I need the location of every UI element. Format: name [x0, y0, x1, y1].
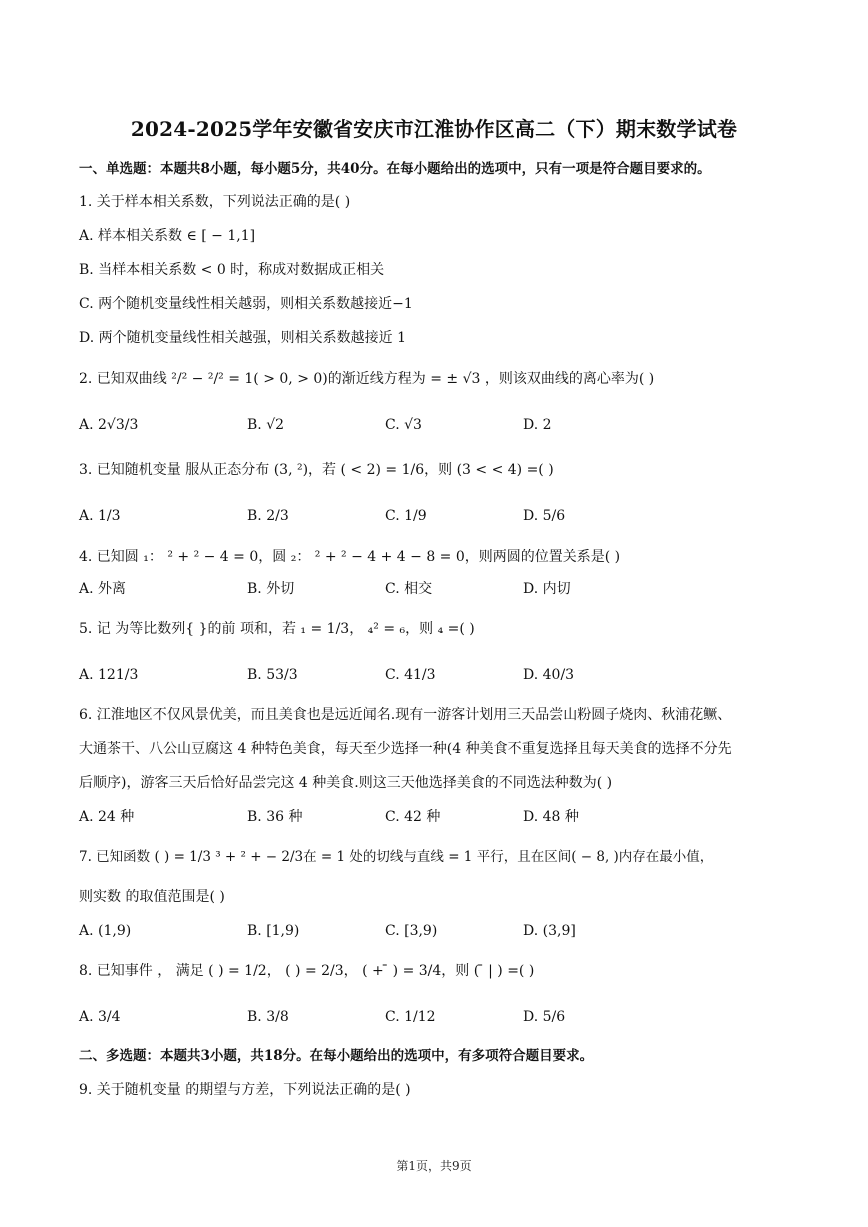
question-6-option-c: C. 42 种	[385, 809, 441, 825]
question-5-option-c: C. 41/3	[385, 667, 436, 683]
question-8-option-d: D. 5/6	[523, 1009, 566, 1025]
question-1-option-d: D. 两个随机变量线性相关越强，则相关系数越接近 1	[79, 330, 406, 346]
question-7-option-a: A. (1,9)	[79, 923, 132, 939]
question-2-options	[79, 416, 779, 446]
question-5-option-b: B. 53/3	[247, 667, 298, 683]
question-8-stem: 8. 已知事件 ， 满足 ( ) = 1/2， ( ) = 2/3， ( + ̄ ) = 3/4，则 ( ̄ | ) =( )	[79, 963, 535, 979]
question-7-options	[79, 922, 779, 952]
question-5-option-a: A. 121/3	[79, 667, 139, 683]
question-6-option-a: A. 24 种	[79, 809, 135, 825]
question-3-option-c: C. 1/9	[385, 508, 427, 524]
question-7-option-b: B. [1,9)	[247, 923, 300, 939]
page-footer: 第1页，共9页	[396, 1159, 472, 1173]
question-4-stem: 4. 已知圆 ₁： ² + ² − 4 = 0，圆 ₂： ² + ² − 4 + 4 − 8 = 0，则两圆的位置关系是( )	[79, 549, 621, 565]
question-6-option-d: D. 48 种	[523, 809, 579, 825]
question-3-option-b: B. 2/3	[247, 508, 289, 524]
question-5-options	[79, 666, 779, 696]
question-3-option-a: A. 1/3	[79, 508, 121, 524]
question-4-option-d: D. 内切	[523, 581, 571, 597]
question-6-option-b: B. 36 种	[247, 809, 303, 825]
question-1-option-c: C. 两个随机变量线性相关越弱，则相关系数越接近−1	[79, 296, 413, 312]
question-4-option-b: B. 外切	[247, 581, 295, 597]
question-5-stem: 5. 记 为等比数列{ }的前 项和，若 ₁ = 1/3， ₄² = ₆，则 ₄ =( )	[79, 621, 475, 637]
question-9-stem: 9. 关于随机变量 的期望与方差，下列说法正确的是( )	[79, 1082, 411, 1098]
question-1-stem: 1. 关于样本相关系数，下列说法正确的是( )	[79, 194, 351, 210]
question-2-stem: 2. 已知双曲线 ²/² − ²/² = 1( > 0, > 0)的渐近线方程为 = ± √3 ，则该双曲线的离心率为( )	[79, 371, 655, 387]
question-4-option-c: C. 相交	[385, 581, 433, 597]
section-multi-choice-header: 二、多选题：本题共3小题，共18分。在每小题给出的选项中，有多项符合题目要求。	[79, 1048, 594, 1064]
question-2-option-d: D. 2	[523, 417, 552, 433]
question-5-option-d: D. 40/3	[523, 667, 575, 683]
question-8-option-c: C. 1/12	[385, 1009, 436, 1025]
question-1-option-a: A. 样本相关系数 ∈ [ − 1,1]	[79, 228, 256, 244]
question-7-stem-line-2: 则实数 的取值范围是( )	[79, 889, 225, 905]
section-single-choice-header: 一、单选题：本题共8小题，每小题5分，共40分。在每小题给出的选项中，只有一项是符合题目要求的。	[79, 161, 711, 177]
question-8-options	[79, 1008, 779, 1038]
question-2-option-b: B. √2	[247, 417, 285, 433]
question-7-option-d: D. (3,9]	[523, 923, 576, 939]
question-7-option-c: C. [3,9)	[385, 923, 438, 939]
question-6-stem-line-1: 6. 江淮地区不仅风景优美，而且美食也是远近闻名.现有一游客计划用三天品尝山粉圆子烧肉、秋浦花鳜、	[79, 707, 732, 723]
question-8-option-b: B. 3/8	[247, 1009, 289, 1025]
question-3-options	[79, 507, 779, 537]
question-2-option-c: C. √3	[385, 417, 422, 433]
question-7-stem-line-1: 7. 已知函数 ( ) = 1/3 ³ + ² + − 2/3在 = 1 处的切线与直线 = 1 平行，且在区间( − 8, )内存在最小值，	[79, 849, 714, 865]
question-2-option-a: A. 2√3/3	[79, 417, 139, 433]
question-6-stem-line-3: 后顺序)，游客三天后恰好品尝完这 4 种美食.则这三天他选择美食的不同选法种数为( )	[79, 775, 613, 791]
exam-title: 2024-2025学年安徽省安庆市江淮协作区高二（下）期末数学试卷	[130, 117, 738, 141]
question-3-stem: 3. 已知随机变量 服从正态分布 (3, ²)，若 ( < 2) = 1/6，则 (3 < < 4) =( )	[79, 462, 554, 478]
question-4-options	[79, 580, 779, 610]
question-6-stem-line-2: 大通茶干、八公山豆腐这 4 种特色美食，每天至少选择一种(4 种美食不重复选择且每天美食的选择不分先	[79, 741, 732, 757]
question-8-option-a: A. 3/4	[79, 1009, 121, 1025]
question-4-option-a: A. 外离	[79, 581, 127, 597]
question-6-options	[79, 808, 779, 838]
question-3-option-d: D. 5/6	[523, 508, 566, 524]
question-1-option-b: B. 当样本相关系数 < 0 时，称成对数据成正相关	[79, 262, 385, 278]
